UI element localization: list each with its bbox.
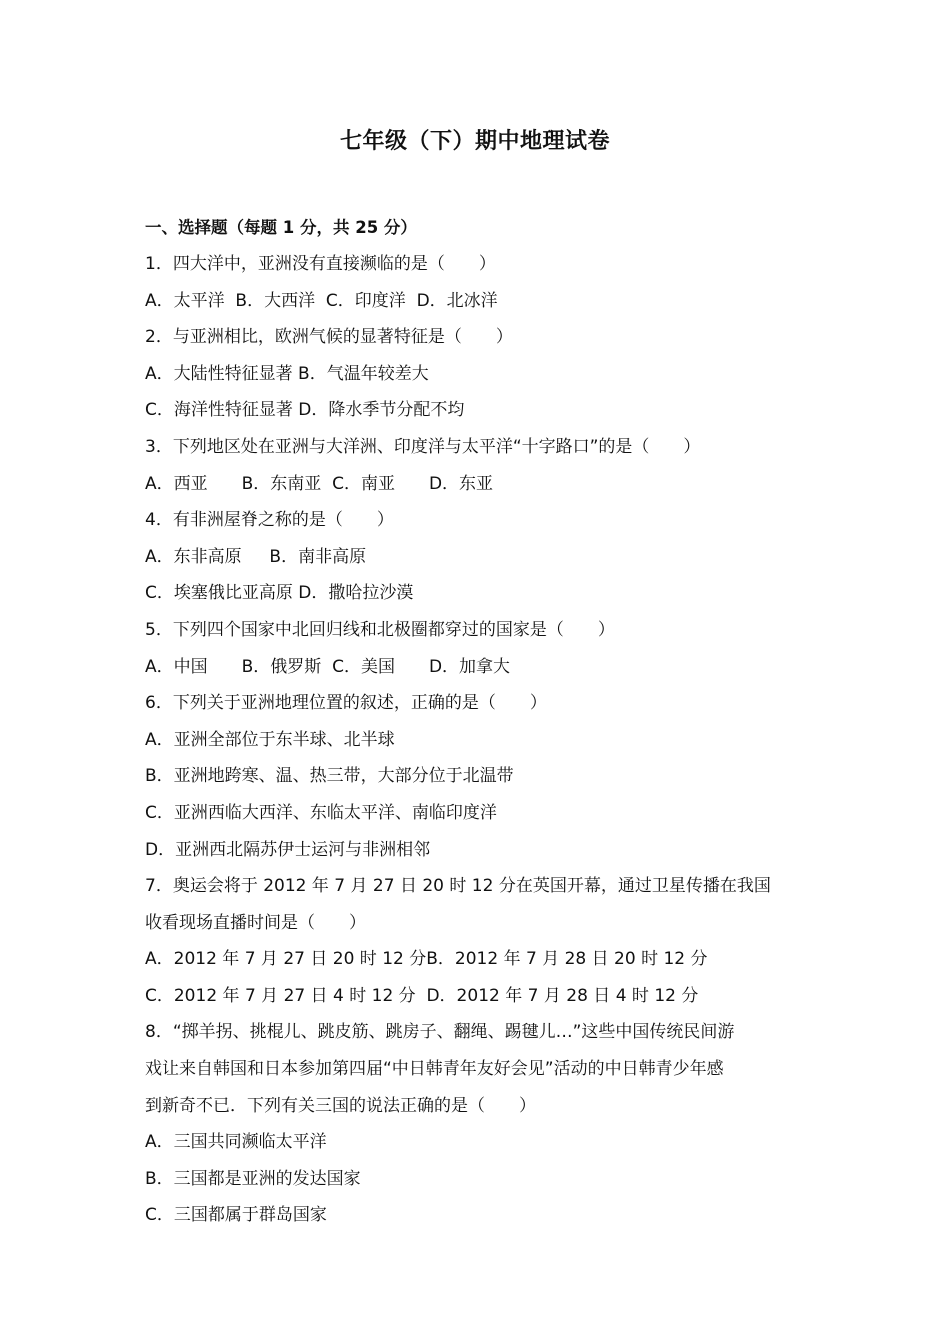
question-line: 6．下列关于亚洲地理位置的叙述，正确的是（ ） xyxy=(145,693,547,714)
section-heading: 一、选择题（每题 1 分，共 25 分） xyxy=(145,218,417,237)
question-line: 戏让来自韩国和日本参加第四届“中日韩青年友好会见”活动的中日韩青少年感 xyxy=(145,1059,724,1080)
question-line: 到新奇不已．下列有关三国的说法正确的是（ ） xyxy=(145,1095,536,1116)
question-line: B．三国都是亚洲的发达国家 xyxy=(145,1168,361,1189)
question-line: A．大陆性特征显著 B．气温年较差大 xyxy=(145,363,429,384)
question-line: 8．“掷羊拐、挑棍儿、跳皮筋、跳房子、翻绳、踢毽儿…”这些中国传统民间游 xyxy=(145,1022,735,1043)
question-line: D．亚洲西北隔苏伊士运河与非洲相邻 xyxy=(145,839,431,860)
question-line: C．海洋性特征显著 D．降水季节分配不均 xyxy=(145,400,465,421)
question-line: 3．下列地区处在亚洲与大洋洲、印度洋与太平洋“十字路口”的是（ ） xyxy=(145,436,701,457)
question-line: A．中国 B．俄罗斯 C．美国 D．加拿大 xyxy=(145,656,511,677)
question-line: 7．奥运会将于 2012 年 7 月 27 日 20 时 12 分在英国开幕，通过卫星传播在我国 xyxy=(145,876,771,897)
question-line: C．2012 年 7 月 27 日 4 时 12 分 D．2012 年 7 月 28 日 4 时 12 分 xyxy=(145,985,699,1006)
question-line: A．亚洲全部位于东半球、北半球 xyxy=(145,729,395,750)
question-line: 收看现场直播时间是（ ） xyxy=(145,912,366,933)
question-line: 1．四大洋中，亚洲没有直接濒临的是（ ） xyxy=(145,254,496,274)
question-line: A．2012 年 7 月 27 日 20 时 12 分B．2012 年 7 月 28 日 20 时 12 分 xyxy=(145,949,708,970)
question-line: 2．与亚洲相比，欧洲气候的显著特征是（ ） xyxy=(145,327,513,348)
exam-title: 七年级（下）期中地理试卷 xyxy=(339,129,610,154)
question-line: A．太平洋 B．大西洋 C．印度洋 D．北冰洋 xyxy=(145,290,498,311)
question-line: A．东非高原 B．南非高原 xyxy=(145,546,367,567)
question-line: 5．下列四个国家中北回归线和北极圈都穿过的国家是（ ） xyxy=(145,619,615,640)
question-line: C．埃塞俄比亚高原 D．撒哈拉沙漠 xyxy=(145,583,414,604)
question-line: 4．有非洲屋脊之称的是（ ） xyxy=(145,510,394,531)
question-line: A．三国共同濒临太平洋 xyxy=(145,1132,327,1153)
question-line: B．亚洲地跨寒、温、热三带，大部分位于北温带 xyxy=(145,766,514,787)
question-list xyxy=(145,252,825,1240)
question-line: C．三国都属于群岛国家 xyxy=(145,1205,327,1226)
question-line: A．西亚 B．东南亚 C．南亚 D．东亚 xyxy=(145,473,494,494)
question-line: C．亚洲西临大西洋、东临太平洋、南临印度洋 xyxy=(145,802,497,823)
